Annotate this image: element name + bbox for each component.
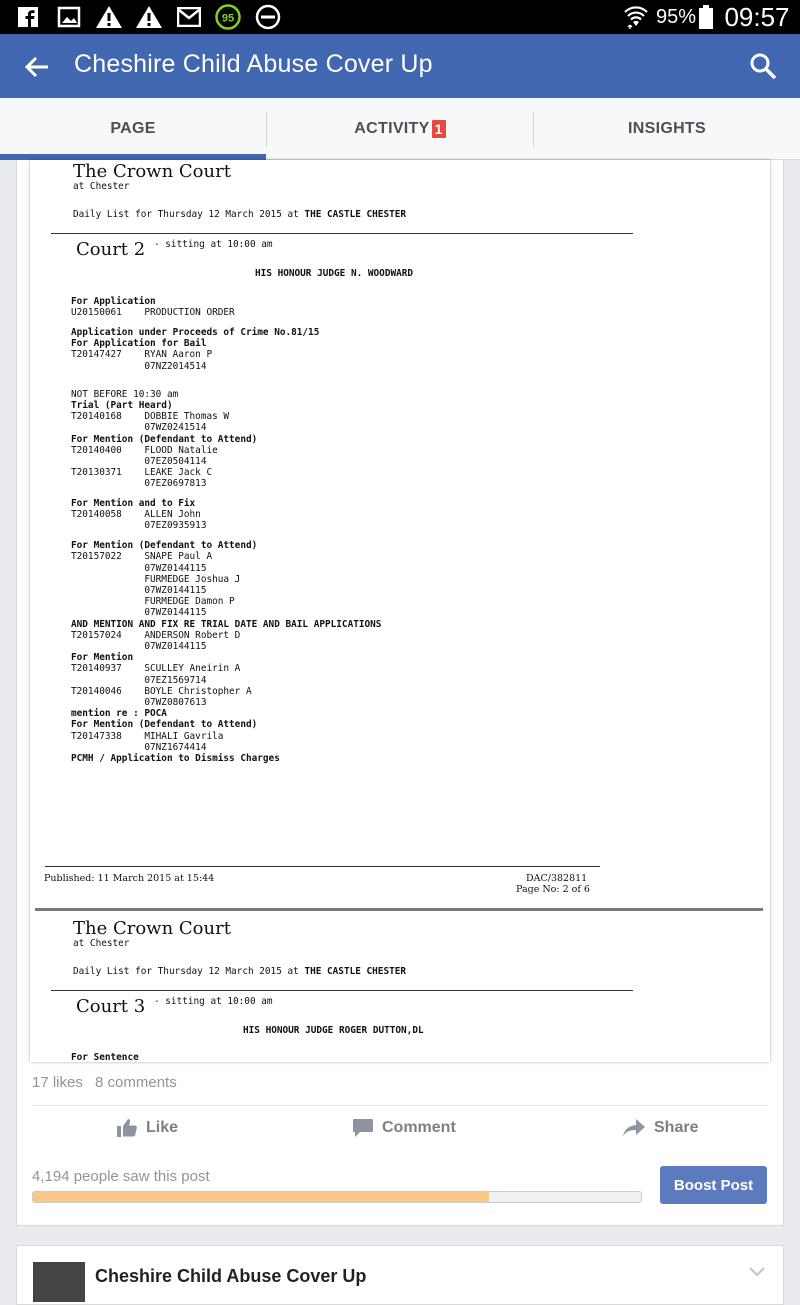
battery-percent: 95%	[655, 5, 697, 28]
doc-listing-line: T20147427 RYAN Aaron P	[71, 349, 213, 361]
doc-listing-line: 07EZ0697813	[71, 478, 207, 490]
next-post-card	[16, 1245, 784, 1305]
doc-daily-list-text: Daily List for Thursday 12 March 2015 at	[73, 209, 299, 220]
doc-daily-list-text-2: Daily List for Thursday 12 March 2015 at	[73, 966, 299, 977]
warning-icon	[94, 4, 124, 30]
doc-page-number: Page No: 2 of 6	[516, 884, 590, 895]
comment-icon	[352, 1118, 374, 1138]
doc-listing-line: T20140400 FLOOD Natalie	[71, 444, 218, 456]
avatar[interactable]	[33, 1262, 85, 1302]
post-stats	[32, 1074, 177, 1091]
doc-location-2: at Chester	[73, 938, 130, 949]
doc-judge: HIS HONOUR JUDGE N. WOODWARD	[255, 268, 414, 279]
tab-insights[interactable]	[534, 98, 800, 160]
doc-listing-line: U20150061 PRODUCTION ORDER	[71, 307, 235, 319]
doc-listing-line: 07WZ0144115	[71, 640, 207, 652]
doc-listing-line: For Mention and to Fix	[71, 498, 196, 509]
doc-divider	[51, 233, 633, 234]
doc-venue: THE CASTLE CHESTER	[304, 209, 407, 220]
doc-listing-line: 07NZ2014514	[71, 360, 207, 372]
comment-label: Comment	[382, 1119, 456, 1136]
doc-listing-line: T20140046 BOYLE Christopher A	[71, 685, 252, 697]
doc-court-number-2: Court 3	[76, 996, 146, 1017]
battery-icon	[698, 4, 714, 30]
doc-judge-2: HIS HONOUR JUDGE ROGER DUTTON,DL	[243, 1025, 424, 1036]
doc-listing-line: NOT BEFORE 10:30 am	[71, 388, 179, 400]
facebook-icon	[16, 4, 40, 30]
status-bar	[0, 0, 800, 34]
doc-venue-2: THE CASTLE CHESTER	[304, 966, 407, 977]
doc-listing-line: 07WZ0807613	[71, 696, 207, 708]
share-button[interactable]	[622, 1118, 698, 1138]
activity-badge: 1	[432, 120, 446, 138]
doc-sitting-2: - sitting at 10:00 am	[154, 996, 273, 1007]
doc-listing-line: For Mention (Defendant to Attend)	[71, 719, 258, 731]
doc-published: Published: 11 March 2015 at 15:44	[44, 873, 215, 884]
next-post-title[interactable]: Cheshire Child Abuse Cover Up	[95, 1266, 367, 1286]
doc-listing-line: T20140937 SCULLEY Aneirin A	[71, 663, 241, 675]
wifi-icon	[622, 4, 650, 30]
doc-listing-line: 07WZ0241514	[71, 422, 207, 434]
back-arrow-icon[interactable]	[22, 52, 52, 82]
like-label: Like	[146, 1119, 179, 1136]
doc-court-number: Court 2	[76, 239, 146, 260]
doc-location: at Chester	[73, 181, 130, 192]
app-bar	[0, 34, 800, 98]
tab-activity[interactable]	[267, 98, 533, 160]
reach-progress-bar	[32, 1191, 642, 1203]
tab-page[interactable]	[0, 98, 266, 160]
doc-listing-line: T20157024 ANDERSON Robert D	[71, 629, 241, 641]
doc-court-name-2: The Crown Court	[73, 918, 231, 939]
post-actions	[32, 1105, 768, 1151]
doc-daily-list	[73, 209, 406, 220]
chevron-down-icon[interactable]	[749, 1264, 765, 1282]
share-label: Share	[654, 1119, 699, 1136]
doc-first-line-2: For Sentence	[71, 1052, 139, 1062]
doc-listing-line: 07EZ0504114	[71, 455, 207, 467]
doc-listing-line: Application under Proceeds of Crime No.81/15	[71, 326, 320, 338]
post-image-document[interactable]	[30, 160, 770, 1062]
clock: 09:57	[724, 1, 790, 32]
likes-count[interactable]: 17 likes	[32, 1074, 83, 1091]
doc-dac: DAC/382811	[526, 873, 588, 884]
page-title: Cheshire Child Abuse Cover Up	[74, 50, 433, 78]
doc-listing-line: FURMEDGE Damon P	[71, 596, 235, 608]
doc-listing-line: mention re : POCA	[71, 708, 167, 720]
tab-activity-label: ACTIVITY	[354, 120, 430, 137]
reach-text: 4,194 people saw this post	[32, 1168, 210, 1185]
doc-listing-line: 07EZ0935913	[71, 520, 207, 532]
tab-bar	[0, 98, 800, 160]
search-icon[interactable]	[748, 51, 780, 83]
doc-daily-list-2	[73, 966, 406, 977]
doc-divider-2	[51, 990, 633, 991]
doc-listing-line: 07EZ1569714	[71, 674, 207, 686]
doc-listing-line: For Mention (Defendant to Attend)	[71, 433, 258, 445]
doc-footer-divider	[45, 866, 600, 867]
doc-listing-line: 07WZ0144115	[71, 562, 207, 574]
doc-listing-line: For Application for Bail	[71, 338, 207, 350]
doc-listing-line: PCMH / Application to Dismiss Charges	[71, 752, 280, 764]
tab-insights-label: INSIGHTS	[628, 120, 706, 137]
doc-sitting: - sitting at 10:00 am	[154, 239, 273, 250]
doc-court-name: The Crown Court	[73, 161, 231, 182]
gallery-icon	[56, 4, 82, 30]
doc-listing-line: 07WZ0144115	[71, 584, 207, 596]
doc-listing-line: T20130371 LEAKE Jack C	[71, 467, 213, 479]
doc-listing-line: T20157022 SNAPE Paul A	[71, 551, 213, 563]
doc-listing-line: For Mention (Defendant to Attend)	[71, 540, 258, 552]
warning-icon	[134, 4, 164, 30]
doc-listing-line: AND MENTION AND FIX RE TRIAL DATE AND BAIL APPLICATIONS	[71, 618, 382, 630]
doc-listing-line: T20140168 DOBBIE Thomas W	[71, 411, 230, 423]
boost-post-button[interactable]: Boost Post	[660, 1166, 767, 1204]
gmail-icon	[176, 4, 202, 30]
tab-page-label: PAGE	[110, 120, 156, 137]
data-saver-icon	[214, 4, 242, 30]
doc-page-break	[35, 908, 763, 911]
reach-progress-fill	[33, 1192, 489, 1202]
doc-listing-line: 07WZ0144115	[71, 607, 207, 619]
doc-listing-line: FURMEDGE Joshua J	[71, 573, 241, 585]
thumbs-up-icon	[116, 1118, 138, 1138]
doc-listing-line: T20140058 ALLEN John	[71, 509, 201, 521]
share-icon	[622, 1118, 646, 1138]
doc-listing-line: T20147338 MIHALI Gavrila	[71, 730, 224, 742]
comment-button[interactable]	[352, 1118, 456, 1138]
data-saver-badge: 95	[221, 12, 235, 25]
doc-listing-line: For Application	[71, 296, 156, 307]
doc-listing-line: Trial (Part Heard)	[71, 399, 173, 411]
doc-listing-line: For Mention	[71, 652, 134, 664]
comments-count[interactable]: 8 comments	[95, 1074, 177, 1091]
doc-listing-line: 07NZ1674414	[71, 741, 207, 753]
do-not-disturb-icon	[254, 4, 282, 30]
like-button[interactable]	[116, 1118, 178, 1138]
